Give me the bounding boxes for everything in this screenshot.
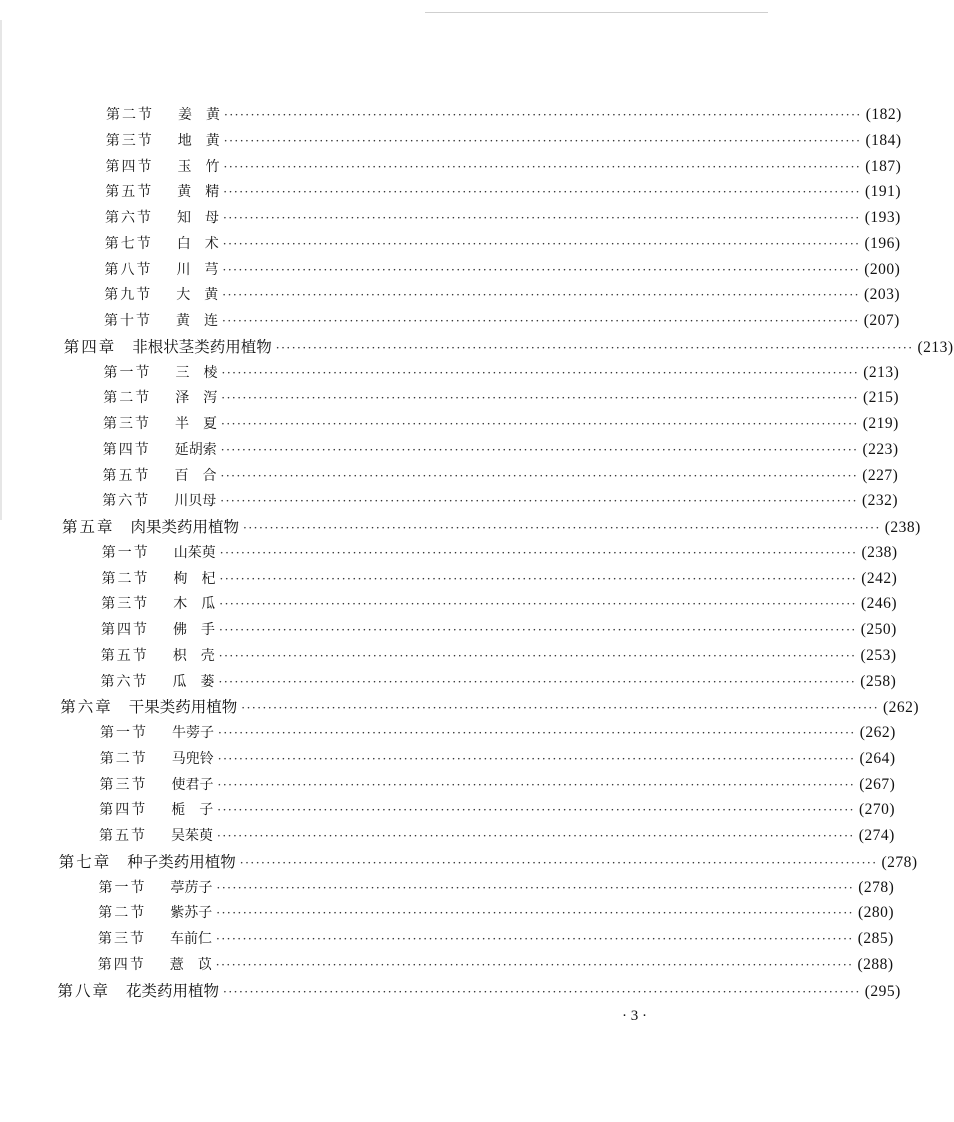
toc-section-row — [100, 671, 897, 693]
toc-entry-label — [105, 233, 219, 255]
page-ref: (196) — [864, 234, 901, 252]
dot-leader: ························································································································ — [223, 984, 861, 999]
section-title: 木 瓜 — [173, 596, 216, 613]
chapter-number: 第七章 — [58, 852, 112, 871]
dot-leader: ························································································································ — [223, 211, 861, 225]
page-ref: (227) — [862, 466, 899, 484]
section-number: 第六节 — [100, 673, 149, 690]
dot-leader: ························································································································ — [224, 108, 862, 122]
dot-leader: ························································································································ — [221, 391, 859, 406]
page-ref: (232) — [861, 492, 899, 510]
section-number: 第三节 — [103, 416, 151, 432]
page-ref: (207) — [863, 312, 900, 329]
page-ref: (200) — [864, 260, 901, 278]
section-number: 第二节 — [99, 750, 148, 767]
dot-leader: ························································································································ — [218, 674, 857, 689]
section-number: 第四节 — [102, 441, 151, 458]
toc-entry-label — [58, 980, 220, 1002]
toc-entry-label — [102, 490, 216, 512]
toc-section-row — [102, 490, 899, 512]
dot-leader: ························································································································ — [222, 314, 860, 328]
toc-entry-label — [60, 696, 237, 718]
section-title: 三 棱 — [175, 364, 218, 381]
page-ref: (274) — [858, 827, 895, 844]
toc-section-row — [104, 310, 900, 332]
page-ref: (182) — [865, 106, 902, 123]
page-ref: (187) — [865, 157, 902, 175]
page-ref: (280) — [857, 904, 895, 922]
page-ref: (288) — [857, 955, 894, 973]
toc-section-row — [102, 465, 899, 487]
section-title: 知 母 — [177, 210, 219, 226]
toc-entry-label — [103, 413, 217, 435]
section-title: 玉 竹 — [177, 158, 220, 175]
toc-chapter-row — [58, 851, 918, 873]
chapter-number: 第六章 — [60, 698, 113, 717]
section-number: 第三节 — [101, 596, 150, 613]
section-title: 地 黄 — [177, 132, 220, 149]
page-ref: (264) — [859, 749, 896, 767]
scan-edge-shadow — [0, 20, 2, 520]
section-number: 第五节 — [100, 647, 149, 664]
page-ref: (262) — [859, 724, 896, 741]
dot-leader: ························································································································ — [220, 468, 859, 483]
section-title: 使君子 — [171, 776, 214, 793]
section-number: 第五节 — [105, 184, 154, 201]
toc-entry-label — [106, 156, 220, 178]
toc-entry-label — [99, 799, 213, 821]
page-number: · 3 · — [622, 1008, 647, 1024]
section-title: 马兜铃 — [171, 750, 214, 767]
dot-leader: ························································································································ — [218, 726, 856, 740]
page-ref: (253) — [860, 646, 897, 664]
dot-leader: ························································································································ — [239, 855, 878, 870]
toc-section-row — [99, 799, 896, 821]
dot-leader: ························································································································ — [217, 777, 856, 792]
section-title: 薏 苡 — [169, 956, 212, 973]
toc-entry-label — [59, 851, 236, 873]
dot-leader: ························································································································ — [222, 288, 860, 303]
page-ref: (262) — [883, 699, 920, 717]
toc-section-row — [99, 774, 896, 796]
toc-entry-label — [100, 722, 214, 744]
toc-chapter-row — [63, 336, 954, 358]
dot-leader: ························································································································ — [220, 442, 859, 457]
chapter-title: 种子类药用植物 — [127, 852, 236, 871]
section-number: 第三节 — [99, 776, 148, 793]
toc-section-row — [104, 259, 901, 281]
chapter-number: 第四章 — [63, 337, 117, 356]
page-ref: (270) — [858, 801, 896, 819]
toc-entry-label — [105, 181, 219, 203]
toc-section-row — [105, 156, 902, 178]
section-title: 延胡索 — [174, 441, 217, 458]
page-ref: (250) — [860, 621, 897, 638]
section-number: 第八节 — [104, 261, 153, 278]
dot-leader: ························································································································ — [219, 545, 858, 560]
dot-leader: ························································································································ — [223, 159, 862, 174]
section-number: 第二节 — [98, 905, 147, 922]
toc-entry-label — [101, 593, 215, 615]
section-title: 大 黄 — [176, 287, 219, 304]
dot-leader: ························································································································ — [219, 623, 857, 637]
page-ref: (219) — [862, 415, 899, 432]
dot-leader: ························································································································ — [218, 648, 857, 663]
page-ref: (184) — [865, 131, 902, 149]
section-number: 第六节 — [105, 210, 153, 226]
page-ref: (246) — [860, 595, 898, 613]
section-number: 第四节 — [97, 956, 146, 973]
section-title: 川贝母 — [174, 493, 217, 510]
toc-section-row — [101, 568, 898, 590]
section-title: 佛 手 — [173, 622, 215, 638]
toc-chapter-row — [57, 980, 901, 1002]
section-title: 瓜 蒌 — [172, 673, 215, 690]
page-ref: (278) — [858, 878, 895, 896]
chapter-number: 第五章 — [62, 518, 115, 536]
section-title: 紫苏子 — [170, 905, 213, 922]
section-number: 第四节 — [99, 802, 148, 819]
section-title: 黄 连 — [176, 313, 218, 329]
section-number: 第一节 — [98, 879, 147, 896]
page-ref: (278) — [881, 853, 918, 871]
section-number: 第一节 — [101, 544, 150, 561]
toc-entry-label — [103, 387, 217, 409]
section-title: 川 芎 — [176, 261, 219, 278]
section-number: 第二节 — [101, 570, 150, 587]
scan-border-line — [425, 12, 768, 13]
dot-leader: ························································································································ — [221, 417, 859, 431]
dot-leader: ························································································································ — [216, 880, 855, 895]
toc-section-row — [97, 954, 894, 976]
toc-entry-label — [101, 619, 215, 641]
section-title: 吴茱萸 — [171, 828, 213, 844]
toc-section-row — [100, 722, 896, 744]
toc-entry-label — [104, 310, 218, 332]
toc-entry-label — [102, 568, 216, 590]
dot-leader: ························································································································ — [222, 262, 861, 277]
section-title: 白 术 — [176, 235, 219, 252]
section-number: 第五节 — [99, 828, 147, 844]
section-title: 牛蒡子 — [172, 725, 214, 741]
dot-leader: ························································································································ — [223, 185, 861, 200]
toc-section-row — [98, 877, 895, 899]
dot-leader: ························································································································ — [217, 751, 856, 766]
toc-section-row — [103, 362, 900, 384]
toc-chapter-row — [60, 696, 920, 718]
toc-section-row — [99, 748, 896, 770]
toc-section-row — [104, 284, 901, 306]
toc-section-row — [99, 825, 895, 847]
toc-section-row — [105, 207, 901, 229]
section-number: 第二节 — [103, 390, 152, 407]
dot-leader: ························································································································ — [216, 906, 854, 921]
section-title: 葶苈子 — [170, 879, 213, 896]
toc-entry-label — [101, 645, 215, 667]
page-ref: (193) — [864, 209, 901, 226]
section-number: 第七节 — [104, 235, 153, 252]
dot-leader: ························································································································ — [223, 133, 862, 148]
toc-section-row — [100, 645, 897, 667]
dot-leader: ························································································································ — [275, 340, 914, 355]
toc-entry-label — [105, 207, 219, 229]
toc-entry-label — [99, 825, 213, 847]
page-ref: (191) — [864, 183, 902, 201]
toc-entry-label — [100, 748, 214, 770]
toc-chapter-row — [62, 516, 921, 538]
dot-leader: ························································································································ — [222, 236, 861, 251]
toc-section-row — [98, 928, 894, 950]
dot-leader: ························································································································ — [220, 494, 858, 509]
page-ref: (223) — [862, 440, 899, 458]
page-ref: (267) — [859, 775, 896, 793]
toc-section-row — [106, 104, 902, 126]
section-title: 泽 泻 — [175, 390, 218, 407]
toc-entry-label — [98, 928, 212, 950]
chapter-title: 花类药用植物 — [126, 981, 220, 1000]
toc-section-row — [101, 619, 897, 641]
dot-leader: ························································································································ — [217, 803, 855, 818]
toc-entry-label — [102, 542, 216, 564]
toc-entry-label — [100, 774, 214, 796]
section-number: 第一节 — [103, 364, 152, 381]
toc-section-row — [102, 439, 899, 461]
toc-entry-label — [101, 671, 215, 693]
dot-leader: ························································································································ — [221, 365, 860, 380]
section-number: 第六节 — [102, 493, 151, 510]
page-ref: (295) — [864, 982, 901, 1000]
dot-leader: ························································································································ — [215, 957, 854, 972]
toc-section-row — [101, 593, 898, 615]
toc-entry-label — [98, 902, 212, 924]
page-ref: (203) — [863, 286, 901, 304]
dot-leader: ························································································································ — [243, 521, 881, 535]
toc-entry-label — [104, 362, 218, 384]
toc-entry-label — [103, 439, 217, 461]
section-number: 第二节 — [106, 107, 154, 123]
toc-entry-label — [105, 259, 219, 281]
toc-entry-label — [62, 516, 239, 538]
toc-entry-label — [64, 336, 272, 358]
toc-entry-label — [98, 954, 212, 976]
toc-section-row — [105, 181, 902, 203]
chapter-number: 第八章 — [57, 981, 111, 1000]
section-number: 第三节 — [105, 132, 154, 149]
page-ref: (238) — [861, 543, 898, 561]
toc-section-row — [105, 130, 902, 152]
section-title: 枳 壳 — [172, 647, 215, 664]
section-title: 百 合 — [174, 467, 217, 484]
section-number: 第九节 — [104, 287, 153, 304]
page-ref: (215) — [862, 389, 900, 407]
toc-section-row — [103, 387, 900, 409]
page-ref: (238) — [884, 519, 921, 536]
dot-leader: ························································································································ — [216, 932, 854, 946]
section-title: 黄 精 — [177, 184, 220, 201]
section-number: 第三节 — [98, 931, 146, 947]
toc-section-row — [98, 902, 895, 924]
toc-entry-label — [104, 284, 218, 306]
toc-section-row — [103, 413, 899, 435]
section-title: 半 夏 — [175, 416, 217, 432]
toc-section-row — [104, 233, 901, 255]
dot-leader: ························································································································ — [241, 701, 880, 716]
section-title: 姜 黄 — [178, 107, 220, 123]
toc-entry-label — [106, 104, 220, 126]
page-ref: (242) — [861, 569, 898, 587]
page-ref: (285) — [857, 930, 894, 947]
section-title: 枸 杞 — [173, 570, 216, 587]
section-number: 第十节 — [104, 313, 152, 329]
section-title: 栀 子 — [171, 802, 214, 819]
toc-entry-label — [106, 130, 220, 152]
dot-leader: ························································································································ — [219, 597, 857, 612]
page-ref: (258) — [860, 672, 897, 690]
section-number: 第五节 — [102, 467, 151, 484]
toc-entry-label — [103, 465, 217, 487]
section-number: 第四节 — [101, 622, 149, 638]
toc-section-row — [101, 542, 898, 564]
section-title: 车前仁 — [170, 931, 212, 947]
section-number: 第一节 — [100, 725, 148, 741]
section-title: 山茱萸 — [173, 544, 216, 561]
page-ref: (213) — [917, 338, 954, 356]
section-number: 第四节 — [105, 158, 154, 175]
page-ref: (213) — [863, 363, 900, 381]
dot-leader: ························································································································ — [219, 571, 858, 586]
chapter-title: 干果类药用植物 — [128, 698, 238, 717]
toc-entry-label — [99, 877, 213, 899]
dot-leader: ························································································································ — [217, 829, 855, 843]
chapter-title: 非根状茎类药用植物 — [132, 337, 272, 356]
chapter-title: 肉果类药用植物 — [130, 518, 240, 536]
